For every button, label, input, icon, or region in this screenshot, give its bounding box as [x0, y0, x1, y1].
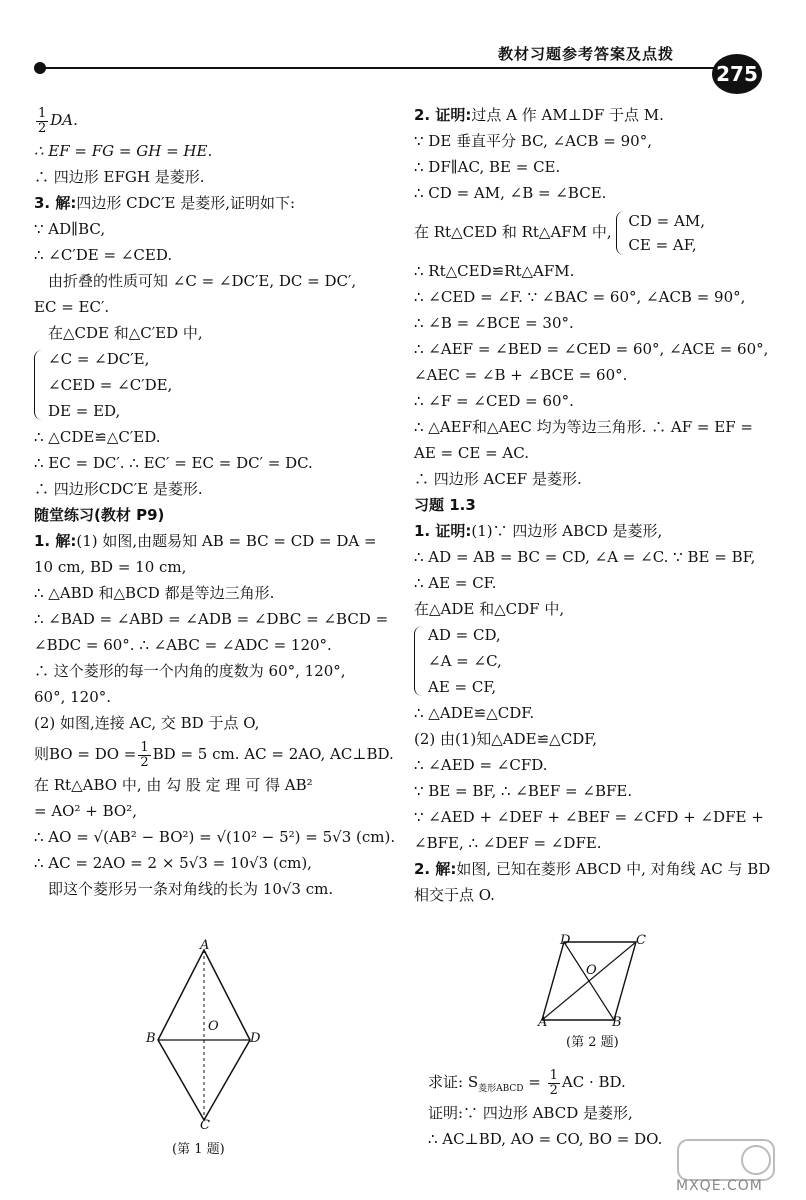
equation-system	[34, 346, 394, 424]
text-line: ∴ ∠AEF = ∠BED = ∠CED = 60°, ∠ACE = 60°,	[414, 340, 769, 358]
figure-2-rhombus	[534, 932, 646, 1032]
fraction: $\frac{1}{2}$	[38, 105, 47, 136]
left-column	[34, 102, 394, 902]
system-line: ∠A = ∠C,	[428, 652, 502, 670]
exercise-1-heading: 1. 证明:(1)∵ 四边形 ABCD 是菱形,	[414, 522, 663, 540]
equation-system	[616, 209, 705, 257]
text-line: AE = CE = AC.	[414, 444, 529, 462]
problem-1-heading: 1. 解:(1) 如图,由题易知 AB = BC = CD = DA =	[34, 532, 377, 550]
text-line: ∴ ∠BAD = ∠ABD = ∠ADB = ∠DBC = ∠BCD =	[34, 610, 389, 628]
text-line: ∴ 这个菱形的每一个内角的度数为 60°, 120°,	[34, 662, 346, 680]
text-line: 即这个菱形另一条对角线的长为 10√3 cm.	[48, 880, 334, 898]
fig2-label-a: A	[538, 1015, 548, 1030]
system-line: AE = CF,	[428, 678, 497, 696]
brace	[34, 350, 43, 420]
system-line: CE = AF,	[628, 236, 697, 254]
text-line: ∴ 四边形 ACEF 是菱形.	[414, 470, 582, 488]
text-line: EC = EC′.	[34, 298, 110, 316]
problem-2-heading: 2. 证明:过点 A 作 AM⊥DF 于点 M.	[414, 106, 664, 124]
text-line: 相交于点 O.	[414, 886, 495, 904]
text-line: ∴ △CDE≌△C′ED.	[34, 428, 161, 446]
text-line: ∴ Rt△CED≌Rt△AFM.	[414, 262, 575, 280]
figure-2-caption: (第 2 题)	[566, 1035, 619, 1050]
text-line: ∴ AC⊥BD, AO = CO, BO = DO.	[428, 1130, 663, 1148]
text-line: ∴ ∠B = ∠BCE = 30°.	[414, 314, 574, 332]
exercise-2-heading: 2. 解:如图, 已知在菱形 ABCD 中, 对角线 AC 与 BD	[414, 860, 771, 878]
text-line: ∴ AD = AB = BC = CD, ∠A = ∠C. ∵ BE = BF,	[414, 548, 756, 566]
fig1-label-a: A	[200, 938, 210, 953]
text-line: ∠BDC = 60°. ∴ ∠ABC = ∠ADC = 120°.	[34, 636, 332, 654]
text-line: ∴ EC = DC′. ∴ EC′ = EC = DC′ = DC.	[34, 454, 313, 472]
fig1-label-b: B	[146, 1031, 156, 1046]
fig2-label-o: O	[586, 963, 597, 978]
header-rule	[40, 67, 720, 69]
text-line: ∵ DE 垂直平分 BC, ∠ACB = 90°,	[414, 132, 652, 150]
fraction: $\frac{1}{2}$	[549, 1067, 558, 1098]
text-line: ∴ △ADE≌△CDF.	[414, 704, 535, 722]
fig1-label-o: O	[208, 1019, 219, 1034]
system-line: ∠C = ∠DC′E,	[48, 350, 150, 368]
fraction: $\frac{1}{2}$	[140, 739, 149, 770]
text-line: (2) 如图,连接 AC, 交 BD 于点 O,	[34, 714, 260, 732]
text-line: ∴ ∠CED = ∠F. ∵ ∠BAC = 60°, ∠ACB = 90°,	[414, 288, 746, 306]
text-line: ∴ AE = CF.	[414, 574, 497, 592]
fig2-label-c: C	[636, 933, 646, 948]
text-line: ∵ AD∥BC,	[34, 220, 106, 238]
text-line: ∠AEC = ∠B + ∠BCE = 60°.	[414, 366, 628, 384]
header-title: 教材习题参考答案及点拨	[498, 45, 675, 63]
text-line: 在 Rt△ABO 中, 由 勾 股 定 理 可 得 AB²	[34, 776, 313, 794]
text-line: ∴ ∠F = ∠CED = 60°.	[414, 392, 574, 410]
text-line: ∴ 四边形 EFGH 是菱形.	[34, 168, 205, 186]
text-line: ∴ 四边形CDC′E 是菱形.	[34, 480, 203, 498]
text-line: ∴ ∠AED = ∠CFD.	[414, 756, 548, 774]
system-line: ∠CED = ∠C′DE,	[48, 376, 173, 394]
text-line: ∴ EF = FG = GH = HE.	[34, 142, 213, 160]
system-line: CD = AM,	[628, 212, 705, 230]
text-line: ∵ BE = BF, ∴ ∠BEF = ∠BFE.	[414, 782, 633, 800]
section-heading: 随堂练习(教材 P9)	[34, 506, 165, 524]
text-line: ∴ AC = 2AO = 2 × 5√3 = 10√3 (cm),	[34, 854, 312, 872]
brace	[414, 626, 423, 696]
diagonal-bd	[564, 942, 614, 1020]
system-line: DE = ED,	[48, 402, 121, 420]
text-line: 10 cm, BD = 10 cm,	[34, 558, 187, 576]
equation-system	[414, 622, 786, 700]
figure-1-caption: (第 1 题)	[172, 1142, 225, 1157]
fig2-label-d: D	[560, 933, 571, 948]
text-line: ∴ ∠C′DE = ∠CED.	[34, 246, 173, 264]
problem-3-heading: 3. 解:四边形 CDC′E 是菱形,证明如下:	[34, 194, 296, 212]
text-line: ∠BFE, ∴ ∠DEF = ∠DFE.	[414, 834, 602, 852]
text-line: ∵ ∠AED + ∠DEF + ∠BEF = ∠CFD + ∠DFE +	[414, 808, 764, 826]
text-line: ∴ △AEF和△AEC 均为等边三角形. ∴ AF = EF =	[414, 418, 753, 436]
brace	[616, 211, 625, 255]
text-line: (2) 由(1)知△ADE≌△CDF,	[414, 730, 598, 748]
fig2-label-b: B	[612, 1015, 622, 1030]
text-line: 在△ADE 和△CDF 中,	[414, 600, 565, 618]
text-line: 60°, 120°.	[34, 688, 112, 706]
section-heading: 习题 1.3	[414, 496, 476, 514]
text-line: $\frac{1}{2}$ DA.	[38, 105, 78, 136]
text-line: 在△CDE 和△C′ED 中,	[48, 324, 203, 342]
text-line: 在 Rt△CED 和 Rt△AFM 中, CD = AM, CE = AF,	[414, 206, 786, 258]
page-number: 275	[712, 54, 762, 94]
system-line: AD = CD,	[428, 626, 501, 644]
text-line: 求证: $S_{菱形ABCD}$ = $\frac{1}{2}$ AC · BD.	[428, 1067, 626, 1098]
text-line: ∴ CD = AM, ∠B = ∠BCE.	[414, 184, 607, 202]
text-line: 则BO = DO = $\frac{1}{2}$ BD = 5 cm. AC = 2AO, AC⊥BD.	[34, 739, 394, 770]
text-line: 由折叠的性质可知 ∠C = ∠DC′E, DC = DC′,	[48, 272, 357, 290]
fig1-label-c: C	[200, 1118, 210, 1133]
right-column	[414, 102, 786, 908]
text-line: 证明:∵ 四边形 ABCD 是菱形,	[428, 1104, 633, 1122]
watermark-site: MXQE.COM	[676, 1178, 763, 1194]
fig1-label-d: D	[250, 1031, 261, 1046]
text-line: ∴ AO = √(AB² − BO²) = √(10² − 5²) = 5√3 (cm).	[34, 828, 396, 846]
text-line: = AO² + BO²,	[34, 802, 137, 820]
page-header	[0, 0, 806, 100]
text-line: ∴ DF∥AC, BE = CE.	[414, 158, 561, 176]
text-line: ∴ △ABD 和△BCD 都是等边三角形.	[34, 584, 275, 602]
